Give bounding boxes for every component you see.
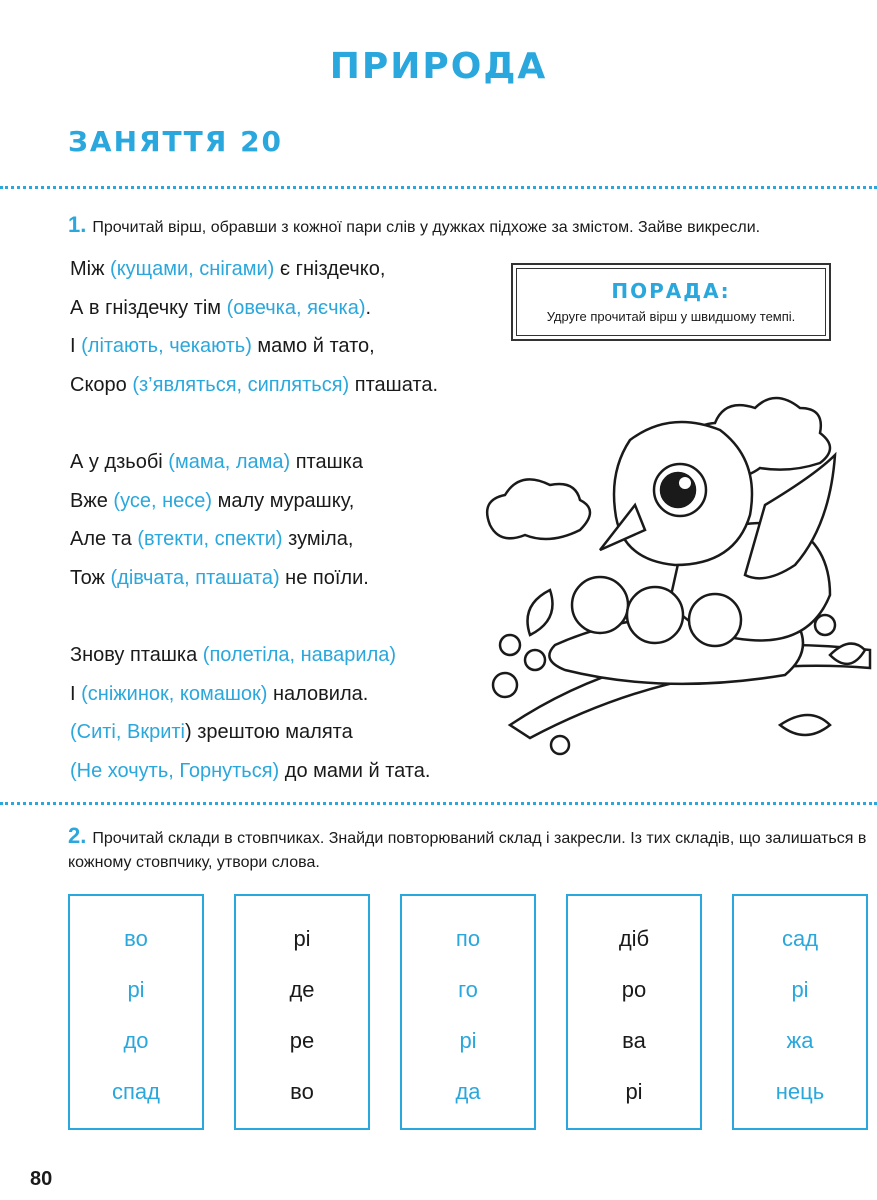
task-1 — [68, 213, 874, 240]
page-number: 80 — [30, 1168, 53, 1190]
lesson-title: ЗАНЯТТЯ 20 — [68, 125, 284, 158]
syllable[interactable]: рі — [293, 926, 311, 951]
syllable[interactable]: да — [455, 1079, 481, 1104]
syllable[interactable]: рі — [625, 1079, 643, 1104]
poem-line: А у дзьобі (мама, лама) пташка — [70, 450, 363, 473]
poem-spacer — [70, 404, 438, 443]
syllable[interactable]: ва — [622, 1028, 646, 1053]
syllable-column — [234, 894, 370, 1130]
syllable[interactable]: жа — [786, 1028, 814, 1053]
chick-icon — [689, 594, 741, 646]
syllable[interactable]: сад — [781, 926, 819, 951]
poem-line: Тож (дівчата, пташата) не поїли. — [70, 566, 369, 589]
poem-line: Скоро (з’являться, сипляться) пташата. — [70, 373, 439, 396]
divider-middle — [0, 802, 877, 805]
syllable-column — [400, 894, 536, 1130]
syllable[interactable]: ре — [289, 1028, 315, 1053]
syllable-column — [68, 894, 204, 1130]
tip-title: ПОРАДА: — [611, 279, 731, 303]
task-1-text: Прочитай вірш, обравши з кожної пари слів у дужках підхоже за змістом. Зайве викресли. — [92, 219, 761, 236]
poem-line: І (сніжинок, комашок) наловила. — [70, 682, 369, 705]
syllable[interactable]: діб — [618, 926, 650, 951]
poem — [70, 250, 438, 790]
syllable[interactable]: нець — [775, 1079, 825, 1104]
syllable[interactable]: во — [124, 926, 148, 951]
syllable[interactable]: де — [289, 977, 315, 1002]
syllable[interactable]: во — [290, 1079, 314, 1104]
poem-line: Між (кущами, снігами) є гніздечко, — [70, 258, 386, 280]
tip-text: Удруге прочитай вірш у швидшому темпі. — [546, 309, 796, 324]
poem-line: Знову пташка (полетіла, наварила) — [70, 643, 397, 666]
tip-box — [511, 263, 831, 341]
chick-icon — [572, 577, 628, 633]
syllable[interactable]: го — [458, 977, 478, 1002]
syllable[interactable]: рі — [459, 1028, 477, 1053]
page-title: ПРИРОДА — [329, 46, 548, 87]
task-2 — [68, 824, 874, 875]
task-1-number: 1. — [68, 212, 87, 237]
poem-line: А в гніздечку тім (овечка, яєчка). — [70, 296, 372, 319]
syllable[interactable]: рі — [127, 977, 145, 1002]
chick-icon — [627, 587, 683, 643]
bird-nest-illustration — [480, 395, 875, 770]
cloud-icon — [487, 479, 590, 539]
poem-line: (Ситі, Вкриті) зрештою малята — [70, 721, 353, 744]
task-2-number: 2. — [68, 823, 87, 848]
syllable-column — [566, 894, 702, 1130]
divider-top — [0, 186, 877, 189]
poem-line: Вже (усе, несе) малу мурашку, — [70, 489, 355, 512]
syllable[interactable]: рі — [791, 977, 809, 1002]
poem-line: Але та (втекти, спекти) зуміла, — [70, 528, 354, 551]
poem-line: (Не хочуть, Горнуться) до мами й тата. — [70, 759, 431, 782]
task-2-text: Прочитай склади в стовпчиках. Знайди повторюваний склад і закресли. Із тих складів, що залишаться в кожному стовпчику, утвори слова. — [68, 830, 867, 871]
syllable[interactable]: до — [123, 1028, 149, 1053]
syllable[interactable]: ро — [621, 977, 647, 1002]
poem-line: І (літають, чекають) мамо й тато, — [70, 335, 375, 358]
syllable-column — [732, 894, 868, 1130]
syllable[interactable]: спад — [112, 1079, 160, 1104]
syllable[interactable]: по — [455, 926, 481, 951]
poem-spacer — [70, 597, 438, 636]
